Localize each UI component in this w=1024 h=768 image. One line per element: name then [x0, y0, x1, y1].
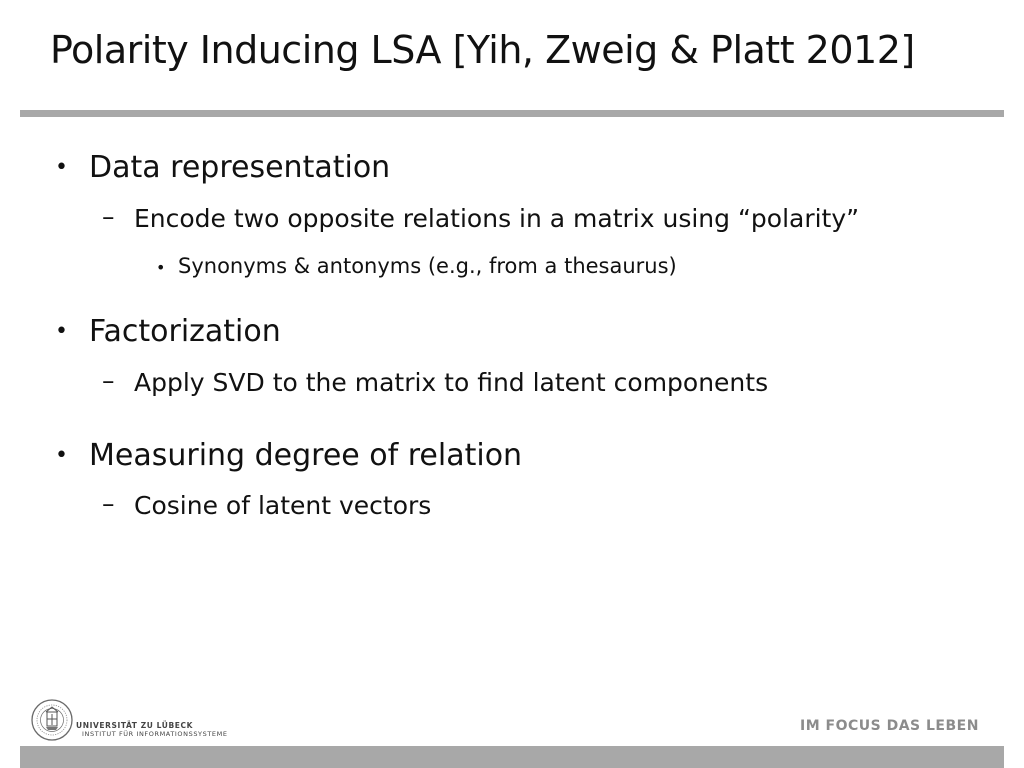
- bullet-data-representation: [55, 150, 391, 185]
- university-seal-icon: [30, 698, 74, 742]
- dash-marker: –: [102, 489, 115, 518]
- bullet-factorization: [55, 314, 281, 349]
- sub-bullet-cosine: [102, 489, 432, 520]
- subsub-bullet-text: Synonyms & antonyms (e.g., from a thesaurus): [178, 254, 677, 278]
- dash-marker: –: [102, 366, 115, 395]
- footer-bar: [20, 746, 1004, 768]
- slide-title: Polarity Inducing LSA [Yih, Zweig & Platt 2012]: [50, 28, 915, 72]
- sub-bullet-encode-relations: [102, 202, 860, 233]
- sub-bullet-text: Apply SVD to the matrix to find latent components: [134, 368, 769, 397]
- bullet-measuring-relation: [55, 438, 523, 473]
- bullet-marker: •: [55, 443, 68, 468]
- title-rule: [20, 110, 1004, 117]
- bullet-marker: •: [156, 258, 166, 277]
- dash-marker: –: [102, 202, 115, 231]
- sub-bullet-text: Encode two opposite relations in a matrix using “polarity”: [134, 204, 860, 233]
- motto-text: IM FOCUS DAS LEBEN: [800, 718, 979, 734]
- university-name: UNIVERSITÄT ZU LÜBECK: [76, 721, 194, 730]
- sub-bullet-apply-svd: [102, 366, 769, 397]
- bullet-text: Data representation: [89, 150, 391, 185]
- sub-bullet-text: Cosine of latent vectors: [134, 491, 432, 520]
- institute-name: INSTITUT FÜR INFORMATIONSSYSTEME: [82, 730, 228, 738]
- bullet-marker: •: [55, 155, 68, 180]
- bullet-marker: •: [55, 319, 68, 344]
- bullet-text: Measuring degree of relation: [89, 438, 523, 473]
- subsub-bullet-synonyms: [156, 254, 677, 278]
- bullet-text: Factorization: [89, 314, 281, 349]
